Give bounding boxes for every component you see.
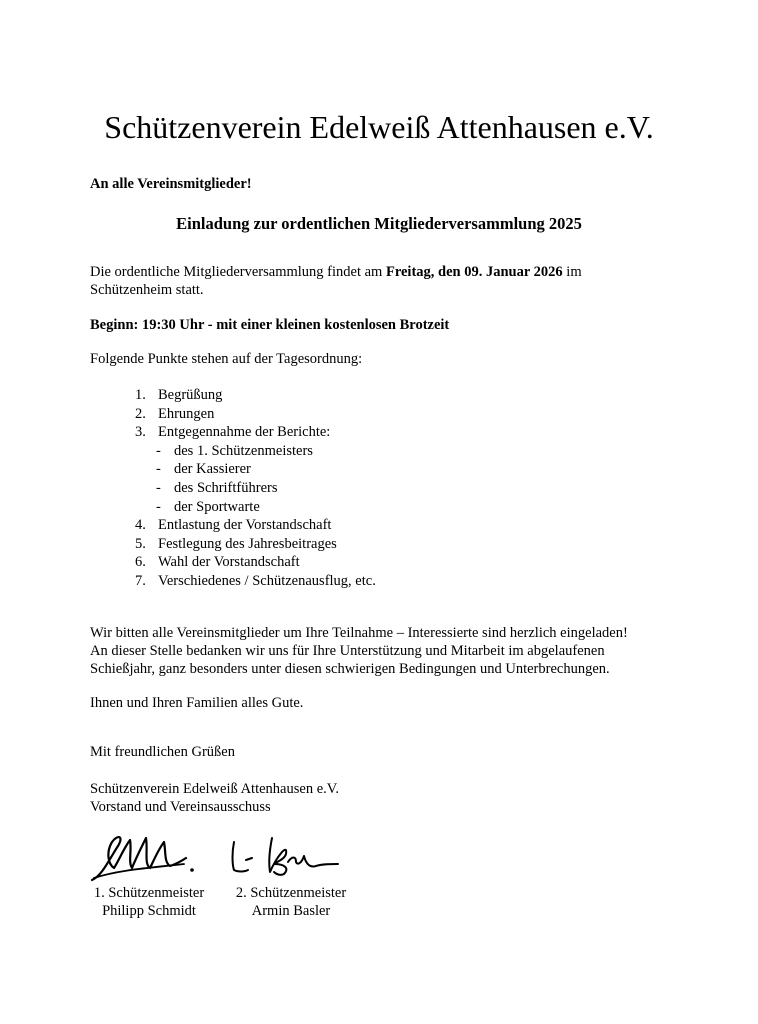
agenda-item: [135, 386, 376, 405]
dash-bullet: -: [156, 498, 161, 515]
intro-line-1: [90, 263, 582, 281]
start-time: Beginn: 19:30 Uhr - mit einer kleinen kostenlosen Brotzeit: [90, 317, 450, 333]
org-line: Schützenverein Edelweiß Attenhausen e.V.: [90, 781, 339, 797]
agenda-item: [135, 572, 376, 591]
wishes: Ihnen und Ihren Familien alles Gute.: [90, 695, 304, 711]
agenda-item: [135, 553, 376, 572]
signature-basler: [226, 828, 346, 888]
signer-name: Armin Basler: [251, 903, 331, 919]
closing-line-1: Wir bitten alle Vereinsmitglieder um Ihre Teilnahme – Interessierte sind herzlich eingeladen!: [90, 625, 628, 641]
page-title: Schützenverein Edelweiß Attenhausen e.V.: [104, 109, 654, 145]
report-subitem-label: des Schriftführers: [174, 479, 278, 496]
signature-block-2: [226, 884, 356, 920]
agenda-item-number: 1.: [135, 387, 146, 403]
agenda-item-number: 3.: [135, 424, 146, 441]
board-line: Vorstand und Vereinsausschuss: [90, 799, 271, 815]
report-subitem: [158, 460, 376, 479]
agenda-item-number: 6.: [135, 554, 146, 571]
dash-bullet: -: [156, 442, 161, 459]
agenda-item-number: 2.: [135, 405, 146, 422]
agenda-item-number: 7.: [135, 572, 146, 589]
agenda-item-label: Wahl der Vorstandschaft: [158, 554, 300, 571]
agenda-item-label: Entlastung der Vorstandschaft: [158, 517, 332, 534]
agenda-item: [135, 535, 376, 554]
greeting: Mit freundlichen Grüßen: [90, 744, 235, 760]
intro-line-2: Schützenheim statt.: [90, 282, 204, 298]
signature-block-1: [84, 884, 214, 920]
closing-line-3: Schießjahr, ganz besonders unter diesen schwierigen Bedingungen und Unterbrechungen.: [90, 661, 610, 677]
signer-role: 1. Schützenmeister: [93, 885, 205, 901]
agenda-item-label: Begrüßung: [158, 387, 223, 403]
agenda-item-label: Festlegung des Jahresbeitrages: [158, 535, 337, 552]
intro-suffix: im: [562, 264, 582, 280]
report-subitem-label: des 1. Schützenmeisters: [174, 442, 313, 459]
report-subitem: [158, 498, 376, 517]
signature-schmidt: [88, 828, 218, 888]
intro-prefix: Die ordentliche Mitgliederversammlung findet am: [90, 264, 386, 280]
report-subitem: [158, 442, 376, 461]
signer-name: Philipp Schmidt: [102, 903, 196, 919]
closing-line-2: An dieser Stelle bedanken wir uns für Ihre Unterstützung und Mitarbeit im abgelaufenen: [90, 643, 605, 659]
agenda-item-label: Entgegennahme der Berichte:: [158, 424, 331, 441]
agenda-item: [135, 423, 376, 516]
report-subitem-label: der Kassierer: [174, 461, 251, 478]
dash-bullet: -: [156, 479, 161, 496]
agenda-list: [135, 386, 376, 591]
signer-role: 2. Schützenmeister: [235, 885, 347, 901]
agenda-item-number: 5.: [135, 535, 146, 552]
agenda-item-number: 4.: [135, 517, 146, 534]
report-subitem-label: der Sportwarte: [174, 498, 260, 515]
invitation-subtitle: Einladung zur ordentlichen Mitgliederversammlung 2025: [176, 214, 582, 233]
agenda-item-label: Verschiedenes / Schützenausflug, etc.: [158, 572, 376, 589]
agenda-item: [135, 516, 376, 535]
report-sublist: [158, 442, 376, 516]
agenda-item: [135, 405, 376, 424]
dash-bullet: -: [156, 461, 161, 478]
salutation: An alle Vereinsmitglieder!: [90, 176, 252, 192]
report-subitem: [158, 479, 376, 498]
agenda-item-label: Ehrungen: [158, 405, 215, 422]
agenda-intro: Folgende Punkte stehen auf der Tagesordnung:: [90, 351, 363, 367]
meeting-date: Freitag, den 09. Januar 2026: [385, 264, 563, 280]
